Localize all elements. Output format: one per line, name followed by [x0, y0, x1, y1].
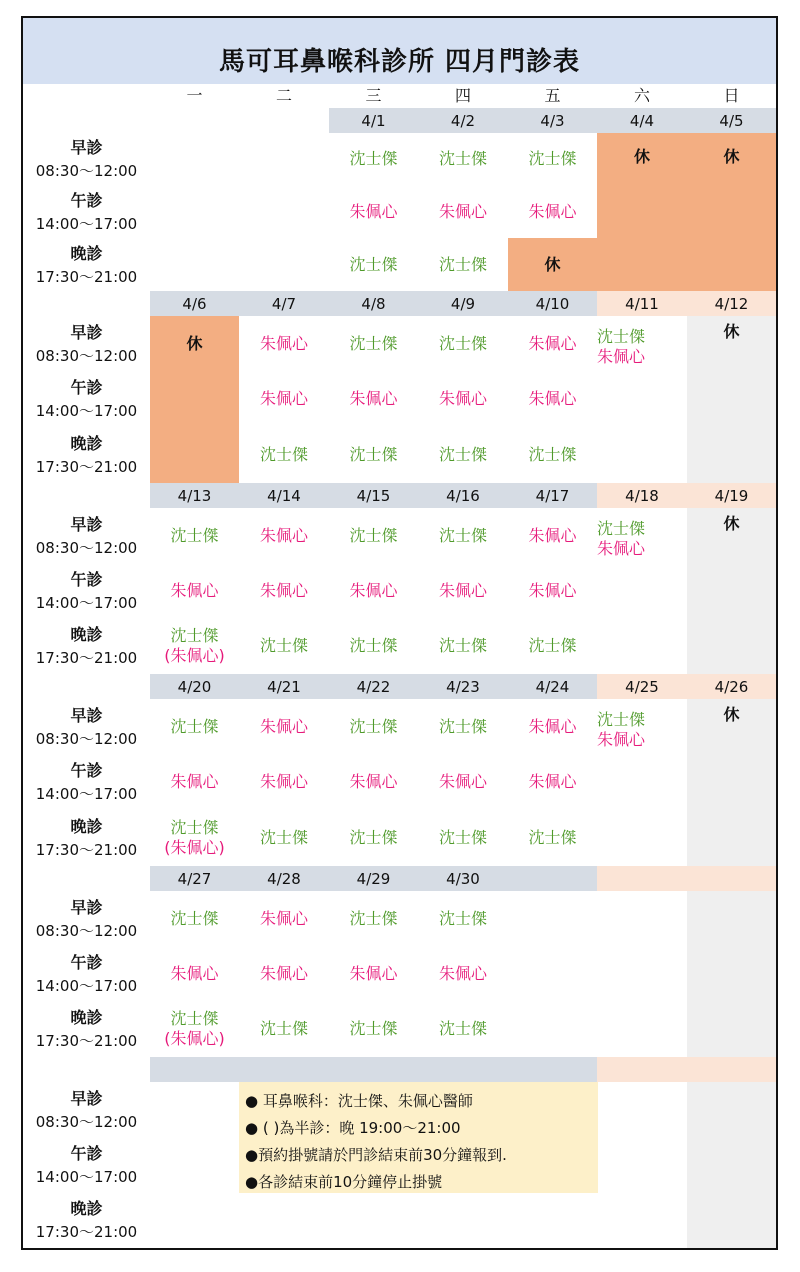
- doctor-cell: [239, 316, 329, 372]
- date-cell: [418, 674, 508, 699]
- date-cell: [329, 674, 418, 699]
- session-time: 17:30～21:00: [35, 458, 138, 477]
- date-cell: [150, 483, 239, 508]
- cell-text: 朱佩心: [259, 772, 308, 792]
- session-name: 午診: [70, 952, 103, 972]
- date-cell: [150, 108, 239, 133]
- cell-text: 朱佩心: [259, 525, 308, 545]
- session-time: 14:00～17:00: [35, 1167, 138, 1186]
- date-cell: [150, 291, 239, 316]
- cell-text: 沈士傑: [349, 636, 398, 656]
- doctor-cell: [329, 891, 418, 946]
- cell-text: 沈士傑: [528, 636, 577, 656]
- doctor-cell: [239, 619, 329, 674]
- cell-text: 休: [723, 322, 740, 341]
- doctor-cell: [418, 563, 508, 618]
- session-label: [23, 563, 150, 618]
- half-session-doctor: (朱佩心): [164, 646, 225, 666]
- doctor-cell: [597, 316, 687, 372]
- cell-text: 朱佩心: [528, 201, 577, 221]
- session-name: 午診: [70, 569, 103, 589]
- session-label: [23, 619, 150, 674]
- date-cell: [418, 483, 508, 508]
- date-cell: [150, 866, 239, 891]
- doctor-cell: [508, 563, 597, 618]
- cell-text: 五: [544, 86, 561, 105]
- cell-text: 4/3: [540, 111, 565, 130]
- session-label: [23, 891, 150, 946]
- date-cell: [687, 1057, 776, 1082]
- cell-text: 朱佩心: [528, 389, 577, 409]
- session-time: 17:30～21:00: [35, 841, 138, 860]
- doctor-cell: [418, 427, 508, 483]
- date-cell: [329, 483, 418, 508]
- cell-text: 4/8: [361, 294, 386, 313]
- doctor-cell: [150, 1002, 239, 1057]
- doctor-cell: [687, 316, 776, 372]
- doctor-cell: [329, 946, 418, 1001]
- date-cell: [329, 108, 418, 133]
- session-name: 午診: [70, 761, 103, 781]
- cell-text: 朱佩心: [259, 333, 308, 353]
- cell-text: 休: [633, 147, 650, 166]
- doctor-cell: [508, 810, 597, 866]
- doctor-name: 沈士傑: [170, 818, 219, 838]
- doctor-cell: [508, 133, 597, 186]
- session-label: [23, 810, 150, 866]
- cell-text: 沈士傑: [259, 1019, 308, 1039]
- doctor-cell: [150, 810, 239, 866]
- note-line: ●預約掛號請於門診結束前30分鐘報到.: [245, 1146, 507, 1164]
- cell-text: 4/16: [446, 486, 480, 505]
- cell-text: 4/29: [356, 869, 391, 888]
- cell-text: 4/25: [625, 677, 659, 696]
- doctor-cell: [687, 508, 776, 563]
- session-time: 08:30～12:00: [35, 162, 138, 181]
- session-name: 早診: [70, 514, 103, 534]
- day-header-6: [597, 84, 687, 108]
- cell-text: 朱佩心: [259, 908, 308, 928]
- doctor-cell: [329, 699, 418, 755]
- doctor-cell: [329, 427, 418, 483]
- doctor-cell: [418, 946, 508, 1001]
- cell-text: 朱佩心: [170, 963, 219, 983]
- session-name: 午診: [70, 190, 103, 210]
- doctor-cell: [150, 619, 239, 674]
- doctor-cell: [150, 563, 239, 618]
- date-cell: [329, 1057, 418, 1082]
- cell-text: 沈士傑: [170, 908, 219, 928]
- date-cell: [239, 291, 329, 316]
- cell-text: 沈士傑: [349, 149, 398, 169]
- date-cell: [597, 483, 687, 508]
- cell-text: 沈士傑: [528, 828, 577, 848]
- cell-text: 沈士傑: [349, 1019, 398, 1039]
- cell-text: 沈士傑: [528, 445, 577, 465]
- cell-text: 4/6: [182, 294, 207, 313]
- doctor-cell: [508, 372, 597, 428]
- cell-text: 4/17: [535, 486, 570, 505]
- date-cell: [508, 108, 597, 133]
- doctor-cell: [508, 316, 597, 372]
- session-time: 08:30～12:00: [35, 538, 138, 557]
- doctor-cell: [418, 810, 508, 866]
- doctor-name: 朱佩心: [597, 729, 646, 749]
- cell-text: 沈士傑: [438, 716, 487, 736]
- cell-text: 朱佩心: [349, 389, 398, 409]
- cell-text: 4/15: [356, 486, 391, 505]
- cell-text: 沈士傑: [349, 908, 398, 928]
- session-time: 14:00～17:00: [35, 214, 138, 233]
- cell-text: 日: [723, 86, 740, 105]
- date-cell: [239, 866, 329, 891]
- cell-text: 4/10: [535, 294, 570, 313]
- session-time: 08:30～12:00: [35, 729, 138, 748]
- session-name: 早診: [70, 897, 103, 917]
- doctor-cell: [239, 755, 329, 811]
- date-cell: [508, 483, 597, 508]
- doctor-cell: [150, 316, 239, 372]
- doctor-name: 沈士傑: [597, 709, 646, 729]
- session-time: 17:30～21:00: [35, 267, 138, 286]
- session-label: [23, 372, 150, 428]
- doctor-cell: [418, 508, 508, 563]
- page-title: 馬可耳鼻喉科診所 四月門診表: [23, 18, 776, 84]
- doctor-cell: [329, 1002, 418, 1057]
- cell-text: 朱佩心: [349, 963, 398, 983]
- session-label: [23, 133, 150, 186]
- cell-text: 沈士傑: [259, 445, 308, 465]
- cell-text: 三: [365, 86, 382, 105]
- day-header-7: [687, 84, 776, 108]
- cell-text: 朱佩心: [170, 580, 219, 600]
- cell-text: 4/23: [446, 677, 480, 696]
- cell-text: 朱佩心: [528, 580, 577, 600]
- cell-text: 沈士傑: [170, 525, 219, 545]
- session-label: [23, 238, 150, 291]
- session-name: 早診: [70, 1088, 103, 1108]
- day-header-4: [418, 84, 508, 108]
- cell-text: 沈士傑: [349, 445, 398, 465]
- day-header-5: [508, 84, 597, 108]
- cell-text: 4/27: [177, 869, 212, 888]
- doctor-cell: [508, 508, 597, 563]
- cell-text: 朱佩心: [438, 963, 487, 983]
- cell-text: 4/28: [267, 869, 301, 888]
- date-cell: [597, 1057, 687, 1082]
- doctor-cell: [418, 372, 508, 428]
- cell-text: 4/7: [271, 294, 297, 313]
- date-cell: [687, 866, 776, 891]
- session-name: 晚診: [70, 817, 103, 837]
- session-name: 晚診: [70, 1199, 103, 1219]
- date-cell: [150, 674, 239, 699]
- doctor-cell: [508, 619, 597, 674]
- doctor-cell: [418, 755, 508, 811]
- cell-text: 4/26: [714, 677, 749, 696]
- cell-text: 沈士傑: [349, 716, 398, 736]
- doctor-cell: [239, 946, 329, 1001]
- doctor-cell: [597, 133, 687, 186]
- cell-text: 4/12: [714, 294, 749, 313]
- doctor-cell: [418, 699, 508, 755]
- doctor-cell: [418, 891, 508, 946]
- doctor-cell: [687, 133, 776, 186]
- note-line: ● 耳鼻喉科：沈士傑、朱佩心醫師: [245, 1092, 473, 1110]
- session-name: 早診: [70, 322, 103, 342]
- session-label: [23, 755, 150, 811]
- cell-text: 4/1: [361, 111, 386, 130]
- date-cell: [239, 483, 329, 508]
- cell-text: 四: [454, 86, 471, 105]
- session-name: 早診: [70, 138, 103, 158]
- date-cell: [329, 866, 418, 891]
- session-time: 14:00～17:00: [35, 593, 138, 612]
- session-time: 14:00～17:00: [35, 976, 138, 995]
- date-cell: [597, 866, 687, 891]
- cell-text: 4/2: [450, 111, 476, 130]
- cell-text: 4/30: [446, 869, 480, 888]
- doctor-cell: [239, 508, 329, 563]
- cell-text: 4/14: [267, 486, 301, 505]
- cell-text: 朱佩心: [259, 580, 308, 600]
- date-cell: [597, 674, 687, 699]
- doctor-cell: [597, 508, 687, 563]
- date-cell: [508, 291, 597, 316]
- cell-text: 沈士傑: [438, 445, 487, 465]
- date-cell: [508, 866, 597, 891]
- cell-text: 朱佩心: [259, 716, 308, 736]
- day-header-3: [329, 84, 418, 108]
- doctor-cell: [597, 699, 687, 755]
- cell-text: 休: [723, 705, 740, 724]
- session-time: 08:30～12:00: [35, 1112, 138, 1131]
- cell-text: 沈士傑: [438, 149, 487, 169]
- date-cell: [239, 674, 329, 699]
- cell-text: 4/19: [714, 486, 749, 505]
- session-label: [23, 1002, 150, 1057]
- session-time: 17:30～21:00: [35, 1223, 138, 1242]
- cell-text: 朱佩心: [528, 772, 577, 792]
- cell-text: 朱佩心: [349, 580, 398, 600]
- doctor-cell: [150, 755, 239, 811]
- doctor-cell: [329, 755, 418, 811]
- cell-text: 休: [544, 254, 561, 274]
- doctor-cell: [418, 238, 508, 291]
- session-name: 晚診: [70, 625, 103, 645]
- day-header-2: [239, 84, 329, 108]
- session-time: 17:30～21:00: [35, 1032, 138, 1051]
- doctor-cell: [508, 699, 597, 755]
- date-cell: [687, 108, 776, 133]
- doctor-cell: [329, 508, 418, 563]
- date-cell: [687, 291, 776, 316]
- cell-text: 沈士傑: [259, 636, 308, 656]
- date-cell: [418, 291, 508, 316]
- doctor-cell: [329, 563, 418, 618]
- notes-box: [239, 1082, 598, 1193]
- session-name: 午診: [70, 1143, 103, 1163]
- cell-text: 沈士傑: [438, 1019, 487, 1039]
- doctor-cell: [239, 810, 329, 866]
- doctor-cell: [418, 186, 508, 239]
- date-cell: [150, 1057, 239, 1082]
- cell-text: 朱佩心: [438, 580, 487, 600]
- doctor-cell: [239, 1002, 329, 1057]
- doctor-cell: [329, 619, 418, 674]
- session-time: 17:30～21:00: [35, 649, 138, 668]
- cell-text: 朱佩心: [528, 333, 577, 353]
- doctor-cell: [329, 316, 418, 372]
- cell-text: 4/9: [450, 294, 476, 313]
- cell-text: 4/13: [177, 486, 212, 505]
- session-label: [23, 1137, 150, 1192]
- cell-text: 沈士傑: [349, 828, 398, 848]
- date-cell: [239, 108, 329, 133]
- cell-text: 二: [275, 86, 292, 105]
- cell-text: 朱佩心: [438, 772, 487, 792]
- session-label: [23, 508, 150, 563]
- cell-text: 朱佩心: [170, 772, 219, 792]
- session-name: 晚診: [70, 434, 103, 454]
- session-label: [23, 1193, 150, 1248]
- doctor-cell: [687, 699, 776, 755]
- date-cell: [508, 1057, 597, 1082]
- doctor-cell: [329, 133, 418, 186]
- doctor-name: 沈士傑: [597, 518, 646, 538]
- cell-text: 4/22: [356, 677, 391, 696]
- session-label: [23, 427, 150, 483]
- date-cell: [687, 674, 776, 699]
- cell-text: 4/11: [625, 294, 659, 313]
- cell-text: 休: [186, 333, 203, 353]
- date-cell: [418, 1057, 508, 1082]
- cell-text: 沈士傑: [170, 716, 219, 736]
- cell-text: 沈士傑: [349, 525, 398, 545]
- cell-text: 沈士傑: [438, 333, 487, 353]
- doctor-name: 朱佩心: [597, 346, 646, 366]
- date-cell: [597, 291, 687, 316]
- cell-text: 朱佩心: [259, 963, 308, 983]
- cell-text: 朱佩心: [349, 201, 398, 221]
- cell-text: 一: [186, 86, 203, 105]
- cell-text: 六: [633, 86, 650, 105]
- cell-text: 4/4: [629, 111, 655, 130]
- session-label: [23, 946, 150, 1001]
- day-header-1: [150, 84, 239, 108]
- cell-text: 4/18: [625, 486, 659, 505]
- cell-text: 4/24: [535, 677, 570, 696]
- doctor-cell: [239, 372, 329, 428]
- session-name: 午診: [70, 378, 103, 398]
- cell-text: 4/5: [719, 111, 744, 130]
- cell-text: 沈士傑: [438, 636, 487, 656]
- doctor-cell: [329, 810, 418, 866]
- cell-text: 朱佩心: [438, 201, 487, 221]
- cell-text: 沈士傑: [438, 908, 487, 928]
- doctor-cell: [418, 316, 508, 372]
- doctor-cell: [508, 755, 597, 811]
- session-time: 14:00～17:00: [35, 785, 138, 804]
- cell-text: 沈士傑: [438, 828, 487, 848]
- cell-text: 沈士傑: [259, 828, 308, 848]
- session-label: [23, 1082, 150, 1137]
- cell-text: 沈士傑: [349, 333, 398, 353]
- date-cell: [597, 108, 687, 133]
- date-cell: [329, 291, 418, 316]
- doctor-cell: [239, 563, 329, 618]
- doctor-cell: [508, 427, 597, 483]
- session-label: [23, 316, 150, 372]
- cell-text: 4/20: [177, 677, 212, 696]
- doctor-cell: [239, 891, 329, 946]
- session-name: 晚診: [70, 1008, 103, 1028]
- doctor-cell: [329, 372, 418, 428]
- doctor-cell: [418, 133, 508, 186]
- cell-text: 沈士傑: [438, 254, 487, 274]
- cell-text: 沈士傑: [528, 149, 577, 169]
- cell-text: 朱佩心: [528, 716, 577, 736]
- note-line: ● ( )為半診：晚 19:00～21:00: [245, 1119, 461, 1137]
- note-line: ●各診結束前10分鐘停止掛號: [245, 1173, 443, 1191]
- doctor-cell: [150, 699, 239, 755]
- cell-text: 4/21: [267, 677, 301, 696]
- session-label: [23, 699, 150, 755]
- cell-text: 朱佩心: [259, 389, 308, 409]
- doctor-name: 沈士傑: [170, 626, 219, 646]
- doctor-cell: [239, 699, 329, 755]
- doctor-cell: [508, 238, 597, 291]
- cell-text: 休: [723, 147, 740, 166]
- doctor-name: 沈士傑: [597, 326, 646, 346]
- session-name: 早診: [70, 705, 103, 725]
- doctor-cell: [418, 1002, 508, 1057]
- cell-text: 朱佩心: [528, 525, 577, 545]
- doctor-cell: [418, 619, 508, 674]
- date-cell: [687, 483, 776, 508]
- session-time: 14:00～17:00: [35, 402, 138, 421]
- date-cell: [418, 866, 508, 891]
- session-time: 08:30～12:00: [35, 921, 138, 940]
- doctor-cell: [239, 427, 329, 483]
- session-time: 08:30～12:00: [35, 346, 138, 365]
- date-cell: [239, 1057, 329, 1082]
- half-session-doctor: (朱佩心): [164, 1029, 225, 1049]
- doctor-name: 朱佩心: [597, 538, 646, 558]
- doctor-cell: [150, 508, 239, 563]
- doctor-cell: [329, 186, 418, 239]
- cell-text: 朱佩心: [349, 772, 398, 792]
- cell-text: 休: [723, 514, 740, 533]
- cell-text: 沈士傑: [349, 254, 398, 274]
- doctor-cell: [508, 186, 597, 239]
- half-session-doctor: (朱佩心): [164, 838, 225, 858]
- session-name: 晚診: [70, 243, 103, 263]
- doctor-cell: [150, 891, 239, 946]
- date-cell: [418, 108, 508, 133]
- doctor-cell: [150, 946, 239, 1001]
- doctor-cell: [329, 238, 418, 291]
- cell-text: 朱佩心: [438, 389, 487, 409]
- date-cell: [508, 674, 597, 699]
- cell-text: 沈士傑: [438, 525, 487, 545]
- doctor-name: 沈士傑: [170, 1009, 219, 1029]
- session-label: [23, 186, 150, 239]
